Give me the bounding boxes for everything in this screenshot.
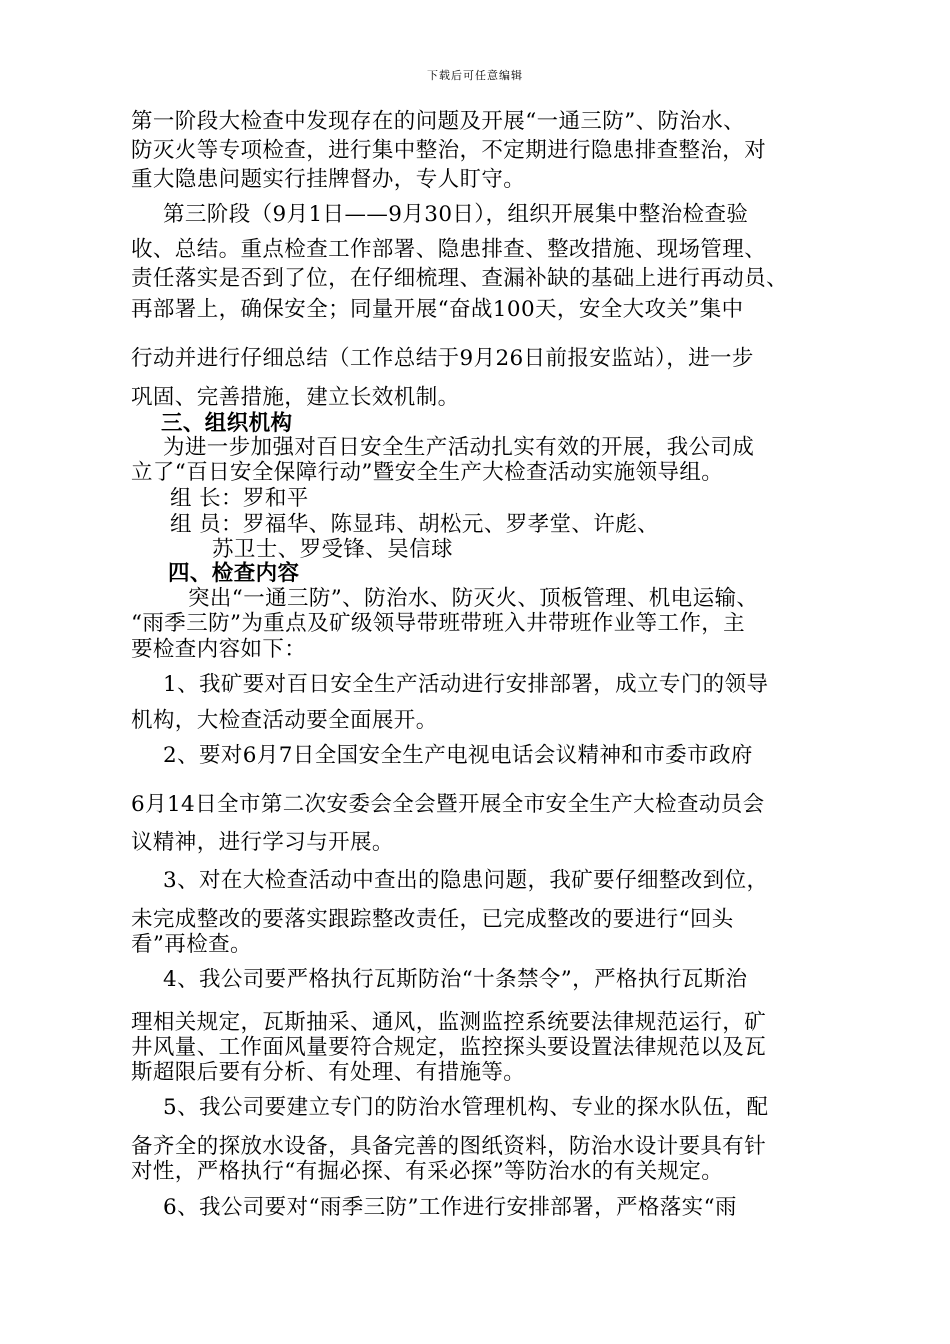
text-line: 防灭火等专项检查，进行集中整治，不定期进行隐患排查整治，对 xyxy=(131,138,767,163)
text-line: 责任落实是否到了位，在仔细梳理、查漏补缺的基础上进行再动员、 xyxy=(131,266,789,291)
text-line: 组 员：罗福华、陈显玮、胡松元、罗孝堂、许彪、 xyxy=(170,512,660,537)
page-header: 下载后可任意编辑 xyxy=(427,69,523,82)
text-line: 6月14日全市第二次安委会全会暨开展全市安全生产大检查动员会 xyxy=(131,792,765,817)
text-line: 对性，严格执行“有掘必探、有采必探”等防治水的有关规定。 xyxy=(131,1159,724,1184)
text-line: 行动并进行仔细总结（工作总结于9月26日前报安监站），进一步 xyxy=(131,346,754,371)
text-line: 看”再检查。 xyxy=(131,932,252,957)
text-line: 未完成整改的要落实跟踪整改责任，已完成整改的要进行“回头 xyxy=(131,907,734,932)
text-line: 苏卫士、罗受锋、吴信球 xyxy=(212,537,453,562)
text-line: 突出“一通三防”、防治水、防灭火、顶板管理、机电运输、 xyxy=(188,586,759,611)
text-line: “雨季三防”为重点及矿级领导带班带班入井带班作业等工作，主 xyxy=(131,611,746,636)
text-line: 立了“百日安全保障行动”暨安全生产大检查活动实施领导组。 xyxy=(131,460,724,485)
text-line: 斯超限后要有分析、有处理、有措施等。 xyxy=(131,1060,526,1085)
text-line: 第三阶段（9月1日——9月30日），组织开展集中整治检查验 xyxy=(163,202,749,227)
text-line: 议精神，进行学习与开展。 xyxy=(131,830,394,855)
text-line: 组 长：罗和平 xyxy=(170,486,309,511)
text-line: 3、对在大检查活动中查出的隐患问题，我矿要仔细整改到位， xyxy=(163,868,769,893)
text-line: 巩固、完善措施，建立长效机制。 xyxy=(131,385,460,410)
text-line: 第一阶段大检查中发现存在的问题及开展“一通三防”、防治水、 xyxy=(131,109,746,134)
text-line: 要检查内容如下： xyxy=(131,637,307,662)
text-line: 再部署上，确保安全；同量开展“奋战100天，安全大攻关”集中 xyxy=(131,297,744,322)
section-heading: 三、组织机构 xyxy=(161,411,293,436)
text-line: 井风量、工作面风量要符合规定，监控探头要设置法律规范以及瓦 xyxy=(131,1035,767,1060)
text-line: 为进一步加强对百日安全生产活动扎实有效的开展，我公司成 xyxy=(163,435,755,460)
text-line: 备齐全的探放水设备，具备完善的图纸资料，防治水设计要具有针 xyxy=(131,1134,767,1159)
text-line: 机构，大检查活动要全面展开。 xyxy=(131,708,438,733)
text-line: 理相关规定，瓦斯抽采、通风，监测监控系统要法律规范运行，矿 xyxy=(131,1010,767,1035)
text-line: 重大隐患问题实行挂牌督办，专人盯守。 xyxy=(131,167,526,192)
text-line: 收、总结。重点检查工作部署、隐患排查、整改措施、现场管理、 xyxy=(131,237,767,262)
section-heading: 四、检查内容 xyxy=(168,561,300,586)
text-line: 5、我公司要建立专门的防治水管理机构、专业的探水队伍，配 xyxy=(163,1095,769,1120)
text-line: 1、我矿要对百日安全生产活动进行安排部署，成立专门的领导 xyxy=(163,672,769,697)
text-line: 6、我公司要对“雨季三防”工作进行安排部署，严格落实“雨 xyxy=(163,1195,737,1220)
text-line: 4、我公司要严格执行瓦斯防治“十条禁令”，严格执行瓦斯治 xyxy=(163,967,748,992)
text-line: 2、要对6月7日全国安全生产电视电话会议精神和市委市政府 xyxy=(163,743,753,768)
